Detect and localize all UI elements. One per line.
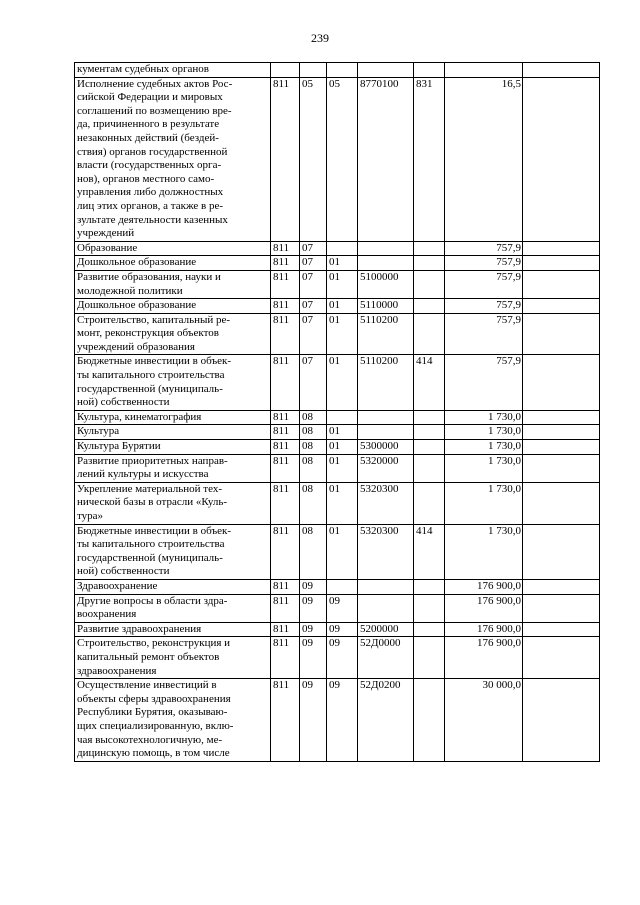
section-code-cell: 08 — [300, 440, 327, 455]
item-name-line: государственной (муниципаль- — [77, 382, 223, 395]
item-name-line: Республики Бурятия, оказываю- — [77, 706, 228, 719]
table-row — [75, 299, 600, 314]
section-code-cell — [300, 63, 327, 78]
table-row — [75, 313, 600, 355]
item-name-cell — [75, 679, 271, 762]
item-name-cell — [75, 63, 271, 78]
target-item-code-cell — [358, 241, 414, 256]
section-code-cell: 07 — [300, 299, 327, 314]
subsection-code-cell: 09 — [327, 622, 358, 637]
ministry-code-cell: 811 — [271, 622, 300, 637]
item-name-cell — [75, 425, 271, 440]
item-name-cell — [75, 256, 271, 271]
item-name-line: тура» — [77, 510, 104, 522]
section-code-cell: 09 — [300, 679, 327, 762]
amount-cell: 176 900,0 — [445, 594, 523, 622]
ministry-code-cell: 811 — [271, 454, 300, 482]
amount-cell: 757,9 — [445, 241, 523, 256]
section-code-cell: 07 — [300, 256, 327, 271]
item-name-line: Бюджетные инвестиции в объек- — [77, 524, 232, 537]
item-name-line: Дошкольное образование — [77, 256, 197, 269]
item-name-line: Развитие здравоохранения — [77, 622, 202, 635]
extra-amount-cell — [523, 524, 600, 579]
expense-type-code-cell — [414, 594, 445, 622]
target-item-code-cell — [358, 579, 414, 594]
target-item-code-cell — [358, 256, 414, 271]
item-name-cell — [75, 440, 271, 455]
item-name-cell — [75, 241, 271, 256]
table-row — [75, 482, 600, 524]
ministry-code-cell: 811 — [271, 637, 300, 679]
subsection-code-cell: 01 — [327, 425, 358, 440]
table-row — [75, 524, 600, 579]
ministry-code-cell: 811 — [271, 256, 300, 271]
item-name-cell — [75, 637, 271, 679]
section-code-cell: 08 — [300, 482, 327, 524]
section-code-cell: 08 — [300, 524, 327, 579]
item-name-cell — [75, 579, 271, 594]
target-item-code-cell — [358, 63, 414, 78]
expense-type-code-cell — [414, 299, 445, 314]
ministry-code-cell: 811 — [271, 425, 300, 440]
item-name-cell — [75, 524, 271, 579]
item-name-cell — [75, 299, 271, 314]
ministry-code-cell — [271, 63, 300, 78]
table-row — [75, 440, 600, 455]
page-number: 239 — [311, 31, 329, 45]
expense-type-code-cell — [414, 637, 445, 679]
extra-amount-cell — [523, 410, 600, 425]
section-code-cell: 07 — [300, 270, 327, 298]
amount-cell: 176 900,0 — [445, 637, 523, 679]
extra-amount-cell — [523, 482, 600, 524]
table-row — [75, 622, 600, 637]
expense-type-code-cell — [414, 579, 445, 594]
section-code-cell: 09 — [300, 594, 327, 622]
table-row — [75, 270, 600, 298]
table-row — [75, 425, 600, 440]
item-name-line: Развитие образования, науки и — [77, 270, 221, 283]
subsection-code-cell: 09 — [327, 594, 358, 622]
subsection-code-cell — [327, 410, 358, 425]
amount-cell: 1 730,0 — [445, 482, 523, 524]
item-name-line: Здравоохранение — [77, 579, 158, 592]
table-row — [75, 63, 600, 78]
subsection-code-cell — [327, 579, 358, 594]
section-code-cell: 09 — [300, 637, 327, 679]
item-name-line: Исполнение судебных актов Рос- — [77, 77, 233, 90]
item-name-cell — [75, 410, 271, 425]
item-name-line: дицинскую помощь, в том числе — [77, 747, 230, 760]
item-name-cell — [75, 77, 271, 241]
item-name-line: Культура, кинематография — [77, 410, 202, 423]
item-name-cell — [75, 454, 271, 482]
section-code-cell: 07 — [300, 313, 327, 355]
ministry-code-cell: 811 — [271, 355, 300, 410]
item-name-line: зультате деятельности казенных — [77, 213, 228, 226]
extra-amount-cell — [523, 440, 600, 455]
target-item-code-cell: 5100000 — [358, 270, 414, 298]
item-name-line: здравоохранения — [77, 664, 157, 677]
subsection-code-cell: 09 — [327, 637, 358, 679]
target-item-code-cell: 5320300 — [358, 524, 414, 579]
ministry-code-cell: 811 — [271, 410, 300, 425]
table-body — [75, 63, 600, 762]
expense-type-code-cell — [414, 313, 445, 355]
item-name-line: Бюджетные инвестиции в объек- — [77, 355, 232, 368]
ministry-code-cell: 811 — [271, 299, 300, 314]
item-name-line: учреждений — [77, 227, 135, 240]
item-name-line: нической базы в отрасли «Куль- — [77, 496, 228, 509]
target-item-code-cell — [358, 425, 414, 440]
expense-type-code-cell — [414, 679, 445, 762]
item-name-cell — [75, 313, 271, 355]
item-name-line: Развитие приоритетных направ- — [77, 454, 228, 467]
amount-cell: 1 730,0 — [445, 410, 523, 425]
item-name-line: монт, реконструкция объектов — [77, 327, 219, 340]
extra-amount-cell — [523, 77, 600, 241]
subsection-code-cell: 01 — [327, 524, 358, 579]
extra-amount-cell — [523, 594, 600, 622]
ministry-code-cell: 811 — [271, 482, 300, 524]
item-name-line: Строительство, реконструкция и — [77, 637, 231, 650]
ministry-code-cell: 811 — [271, 594, 300, 622]
item-name-line: сийской Федерации и мировых — [77, 91, 223, 104]
item-name-line: Другие вопросы в области здра- — [77, 594, 228, 607]
table-row — [75, 355, 600, 410]
expense-type-code-cell — [414, 440, 445, 455]
item-name-line: щих специализированную, вклю- — [77, 719, 234, 732]
item-name-line: Культура — [77, 425, 120, 438]
item-name-line: Осуществление инвестиций в — [77, 679, 217, 692]
target-item-code-cell: 5200000 — [358, 622, 414, 637]
item-name-line: Строительство, капитальный ре- — [77, 313, 231, 326]
item-name-line: лений культуры и искусства — [77, 468, 209, 481]
amount-cell: 176 900,0 — [445, 579, 523, 594]
amount-cell: 757,9 — [445, 313, 523, 355]
expense-type-code-cell — [414, 410, 445, 425]
table-row — [75, 594, 600, 622]
amount-cell: 757,9 — [445, 355, 523, 410]
expense-type-code-cell — [414, 270, 445, 298]
section-code-cell: 09 — [300, 622, 327, 637]
item-name-cell — [75, 622, 271, 637]
table-row — [75, 410, 600, 425]
item-name-line: ной) собственности — [77, 396, 170, 409]
extra-amount-cell — [523, 313, 600, 355]
item-name-cell — [75, 355, 271, 410]
section-code-cell: 09 — [300, 579, 327, 594]
item-name-line: власти (государственных орга- — [77, 159, 222, 172]
section-code-cell: 08 — [300, 425, 327, 440]
target-item-code-cell — [358, 410, 414, 425]
item-name-line: Дошкольное образование — [77, 299, 197, 312]
ministry-code-cell: 811 — [271, 241, 300, 256]
item-name-line: Культура Бурятии — [77, 440, 161, 453]
item-name-line: капитальный ремонт объектов — [77, 650, 220, 663]
ministry-code-cell: 811 — [271, 313, 300, 355]
item-name-line: ствия) органов государственной — [77, 145, 228, 158]
target-item-code-cell: 8770100 — [358, 77, 414, 241]
expense-type-code-cell: 831 — [414, 77, 445, 241]
subsection-code-cell: 09 — [327, 679, 358, 762]
target-item-code-cell: 5320300 — [358, 482, 414, 524]
ministry-code-cell: 811 — [271, 679, 300, 762]
target-item-code-cell: 5300000 — [358, 440, 414, 455]
item-name-line: молодежной политики — [77, 284, 183, 297]
item-name-line: управления либо должностных — [77, 186, 224, 199]
item-name-line: государственной (муниципаль- — [77, 551, 223, 564]
item-name-line: чая высокотехнологичную, ме- — [77, 733, 223, 746]
target-item-code-cell: 5110200 — [358, 313, 414, 355]
budget-table — [74, 62, 600, 762]
target-item-code-cell: 52Д0200 — [358, 679, 414, 762]
subsection-code-cell: 01 — [327, 482, 358, 524]
subsection-code-cell — [327, 241, 358, 256]
item-name-line: нов), органов местного само- — [77, 172, 215, 185]
item-name-cell — [75, 482, 271, 524]
target-item-code-cell: 5110000 — [358, 299, 414, 314]
extra-amount-cell — [523, 454, 600, 482]
table-row — [75, 241, 600, 256]
extra-amount-cell — [523, 270, 600, 298]
table-row — [75, 256, 600, 271]
extra-amount-cell — [523, 679, 600, 762]
extra-amount-cell — [523, 256, 600, 271]
item-name-line: соглашений по возмещению вре- — [77, 104, 232, 117]
subsection-code-cell: 01 — [327, 270, 358, 298]
target-item-code-cell: 52Д0000 — [358, 637, 414, 679]
section-code-cell: 05 — [300, 77, 327, 241]
subsection-code-cell: 01 — [327, 454, 358, 482]
subsection-code-cell: 01 — [327, 299, 358, 314]
ministry-code-cell: 811 — [271, 579, 300, 594]
subsection-code-cell: 01 — [327, 440, 358, 455]
ministry-code-cell: 811 — [271, 270, 300, 298]
subsection-code-cell — [327, 63, 358, 78]
table-row — [75, 679, 600, 762]
amount-cell: 1 730,0 — [445, 524, 523, 579]
item-name-line: ты капитального строительства — [77, 369, 225, 382]
section-code-cell: 07 — [300, 355, 327, 410]
section-code-cell: 07 — [300, 241, 327, 256]
amount-cell: 16,5 — [445, 77, 523, 241]
expense-type-code-cell — [414, 482, 445, 524]
target-item-code-cell: 5110200 — [358, 355, 414, 410]
expense-type-code-cell: 414 — [414, 355, 445, 410]
table-row — [75, 637, 600, 679]
item-name-line: ты капитального строительства — [77, 538, 225, 551]
section-code-cell: 08 — [300, 410, 327, 425]
expense-type-code-cell — [414, 241, 445, 256]
item-name-line: Укрепление материальной тех- — [77, 482, 222, 495]
subsection-code-cell: 05 — [327, 77, 358, 241]
table-row — [75, 579, 600, 594]
expense-type-code-cell — [414, 622, 445, 637]
item-name-line: кументам судебных органов — [77, 63, 209, 75]
amount-cell: 1 730,0 — [445, 440, 523, 455]
table-row — [75, 77, 600, 241]
expense-type-code-cell: 414 — [414, 524, 445, 579]
item-name-line: незаконных действий (бездей- — [77, 131, 219, 144]
expense-type-code-cell — [414, 425, 445, 440]
item-name-line: ной) собственности — [77, 565, 170, 578]
item-name-line: учреждений образования — [77, 340, 195, 353]
expense-type-code-cell — [414, 454, 445, 482]
item-name-line: объекты сферы здравоохранения — [77, 692, 231, 705]
extra-amount-cell — [523, 241, 600, 256]
amount-cell: 176 900,0 — [445, 622, 523, 637]
item-name-line: лиц этих органов, а также в ре- — [77, 199, 224, 212]
subsection-code-cell: 01 — [327, 313, 358, 355]
item-name-line: да, причиненного в результате — [77, 118, 220, 131]
extra-amount-cell — [523, 579, 600, 594]
extra-amount-cell — [523, 355, 600, 410]
amount-cell: 757,9 — [445, 299, 523, 314]
amount-cell: 757,9 — [445, 270, 523, 298]
subsection-code-cell: 01 — [327, 256, 358, 271]
extra-amount-cell — [523, 63, 600, 78]
extra-amount-cell — [523, 425, 600, 440]
extra-amount-cell — [523, 622, 600, 637]
section-code-cell: 08 — [300, 454, 327, 482]
ministry-code-cell: 811 — [271, 440, 300, 455]
target-item-code-cell — [358, 594, 414, 622]
item-name-cell — [75, 594, 271, 622]
expense-type-code-cell — [414, 63, 445, 78]
item-name-line: воохранения — [77, 608, 137, 621]
subsection-code-cell: 01 — [327, 355, 358, 410]
amount-cell: 1 730,0 — [445, 425, 523, 440]
item-name-cell — [75, 270, 271, 298]
ministry-code-cell: 811 — [271, 524, 300, 579]
ministry-code-cell: 811 — [271, 77, 300, 241]
item-name-line: Образование — [77, 241, 138, 254]
expense-type-code-cell — [414, 256, 445, 271]
amount-cell: 30 000,0 — [445, 679, 523, 762]
target-item-code-cell: 5320000 — [358, 454, 414, 482]
table-row — [75, 454, 600, 482]
amount-cell: 1 730,0 — [445, 454, 523, 482]
extra-amount-cell — [523, 637, 600, 679]
amount-cell: 757,9 — [445, 256, 523, 271]
extra-amount-cell — [523, 299, 600, 314]
amount-cell — [445, 63, 523, 78]
